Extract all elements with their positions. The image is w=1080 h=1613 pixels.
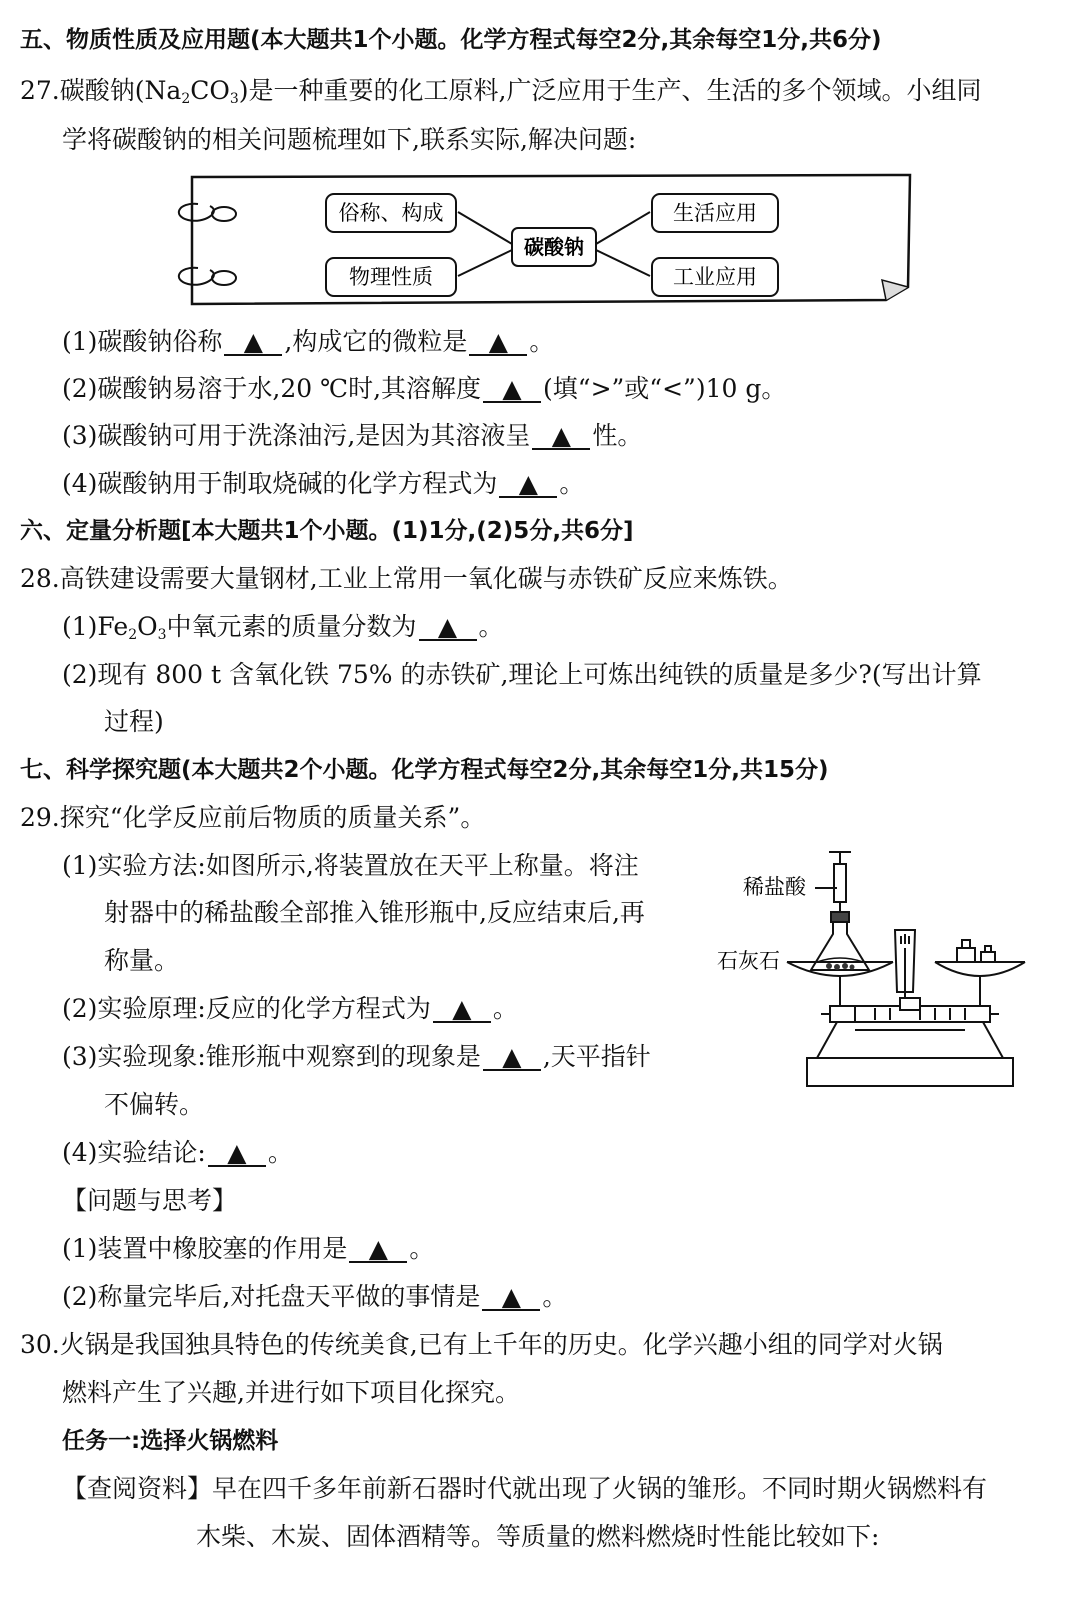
q29-p1-line3: 称量。 (104, 946, 180, 975)
left-pan-icon (787, 962, 893, 1006)
answer-blank[interactable]: ▲ (499, 472, 557, 498)
q27-stem-line2: 学将碳酸钠的相关问题梳理如下,联系实际,解决问题: (62, 125, 637, 154)
q29-t2-text: (2)称量完毕后,对托盘天平做的事情是 (62, 1282, 481, 1311)
q29-stem (20, 802, 485, 834)
balance-apparatus-figure (717, 858, 1050, 1128)
q30-task1-heading: 任务一:选择火锅燃料 (62, 1428, 279, 1454)
q28-p1-text: (1)Fe (62, 612, 129, 641)
label-industry: 工业应用 (673, 265, 757, 289)
q29-p1-line1: (1)实验方法:如图所示,将装置放在天平上称量。将注 (62, 851, 639, 880)
q29-number: 29. (20, 803, 60, 832)
q29-p3-line2: 不偏转。 (104, 1090, 205, 1119)
q27-p1-text: (1)碳酸钠俗称 (62, 327, 223, 356)
q29-p2-end: 。 (492, 994, 518, 1023)
q29-t2-end: 。 (542, 1282, 568, 1311)
q27-p2-text: (2)碳酸钠易溶于水,20 ℃时,其溶解度 (62, 374, 482, 403)
q27-concept-diagram (170, 172, 930, 322)
answer-blank[interactable]: ▲ (224, 330, 282, 356)
q30-number: 30. (20, 1330, 60, 1359)
label-limestone: 石灰石 (717, 949, 780, 973)
q27-number: 27. (20, 76, 60, 105)
balance-base-icon (807, 1022, 1013, 1086)
q28-part2-line2: 过程) (104, 707, 164, 736)
q27-p4-end: 。 (559, 469, 585, 498)
syringe-icon (829, 852, 851, 914)
q30-stem-line1: 火锅是我国独具特色的传统美食,已有上千年的历史。化学兴趣小组的同学对火锅 (59, 1330, 943, 1359)
q27-stem-a: 碳酸钠(Na (59, 76, 182, 105)
label-alias: 俗称、构成 (338, 201, 444, 225)
answer-blank[interactable]: ▲ (349, 1237, 407, 1263)
q27-stem (20, 75, 981, 115)
answer-blank[interactable]: ▲ (483, 377, 541, 403)
q29-t1-end: 。 (409, 1234, 435, 1263)
q29-t1-text: (1)装置中橡胶塞的作用是 (62, 1234, 348, 1263)
q28-stem (20, 563, 793, 595)
q27-p3-text: (3)碳酸钠可用于洗涤油污,是因为其溶液呈 (62, 421, 531, 450)
q30-reference-line1: 【查阅资料】早在四千多年前新石器时代就出现了火锅的雏形。不同时期火锅燃料有 (62, 1474, 988, 1503)
answer-blank[interactable]: ▲ (433, 997, 491, 1023)
q27-p4-text: (4)碳酸钠用于制取烧碱的化学方程式为 (62, 469, 498, 498)
q28-part1 (62, 611, 504, 651)
label-center: 碳酸钠 (524, 235, 584, 259)
q27-p3-end: 性。 (592, 421, 643, 450)
answer-blank[interactable]: ▲ (419, 615, 477, 641)
q27-part4 (62, 468, 584, 500)
q28-p1-end: 。 (478, 612, 504, 641)
balance-beam-icon (821, 998, 999, 1022)
subscript: 3 (157, 627, 167, 643)
right-pan-icon (935, 940, 1025, 1006)
q29-p3-text: (3)实验现象:锥形瓶中观察到的现象是 (62, 1042, 481, 1071)
q27-part3 (62, 420, 642, 452)
answer-blank[interactable]: ▲ (532, 424, 590, 450)
q29-part2 (62, 993, 518, 1025)
answer-blank[interactable]: ▲ (208, 1141, 266, 1167)
q28-p1-text3: 中氧元素的质量分数为 (166, 612, 417, 641)
q27-part1 (62, 326, 554, 358)
answer-blank[interactable]: ▲ (483, 1045, 541, 1071)
q29-think1 (62, 1233, 434, 1265)
subscript: 2 (181, 91, 191, 107)
q29-part4 (62, 1137, 293, 1169)
label-life: 生活应用 (673, 201, 757, 225)
q27-stem-b: CO (190, 76, 230, 105)
q27-stem-c: )是一种重要的化工原料,广泛应用于生产、生活的多个领域。小组同 (238, 76, 982, 105)
q29-think-heading: 【问题与思考】 (62, 1186, 238, 1215)
q29-p4-end: 。 (267, 1138, 293, 1167)
q27-p2-text2: (填“>”或“<”)10 g。 (543, 374, 787, 403)
q30-reference-line2: 木柴、木炭、固体酒精等。等质量的燃料燃烧时性能比较如下: (196, 1522, 880, 1551)
answer-blank[interactable]: ▲ (482, 1285, 540, 1311)
section-7-heading: 七、科学探究题(本大题共2个小题。化学方程式每空2分,其余每空1分,共15分) (20, 757, 829, 783)
q27-p1-text2: ,构成它的微粒是 (284, 327, 468, 356)
q28-stem-text: 高铁建设需要大量钢材,工业上常用一氧化碳与赤铁矿反应来炼铁。 (59, 564, 793, 593)
subscript: 2 (128, 627, 138, 643)
q29-think2 (62, 1281, 567, 1313)
pointer-scale-icon (895, 930, 915, 1008)
q30-stem-line2: 燃料产生了兴趣,并进行如下项目化探究。 (62, 1378, 520, 1407)
section-6-heading: 六、定量分析题[本大题共1个小题。(1)1分,(2)5分,共6分] (20, 518, 634, 544)
label-dilute-hcl: 稀盐酸 (743, 875, 806, 899)
answer-blank[interactable]: ▲ (469, 330, 527, 356)
section-5-heading: 五、物质性质及应用题(本大题共1个小题。化学方程式每空2分,其余每空1分,共6分) (20, 27, 882, 53)
q28-part2-line1: (2)现有 800 t 含氧化铁 75% 的赤铁矿,理论上可炼出纯铁的质量是多少?(写出计算 (62, 660, 982, 689)
limestone-pieces (826, 963, 855, 970)
q30-stem (20, 1329, 943, 1361)
q29-stem-text: 探究“化学反应前后物质的质量关系”。 (59, 803, 486, 832)
q29-p1-line2: 射器中的稀盐酸全部推入锥形瓶中,反应结束后,再 (104, 898, 645, 927)
q27-p1-end: 。 (529, 327, 555, 356)
q28-p1-text2: O (137, 612, 158, 641)
q29-p3-text2: ,天平指针 (542, 1042, 651, 1071)
label-physical: 物理性质 (349, 265, 433, 289)
q29-p4-text: (4)实验结论: (62, 1138, 206, 1167)
q29-p2-text: (2)实验原理:反应的化学方程式为 (62, 994, 431, 1023)
q29-part3 (62, 1041, 651, 1073)
subscript: 3 (229, 91, 239, 107)
q28-number: 28. (20, 564, 60, 593)
q27-part2 (62, 373, 786, 405)
